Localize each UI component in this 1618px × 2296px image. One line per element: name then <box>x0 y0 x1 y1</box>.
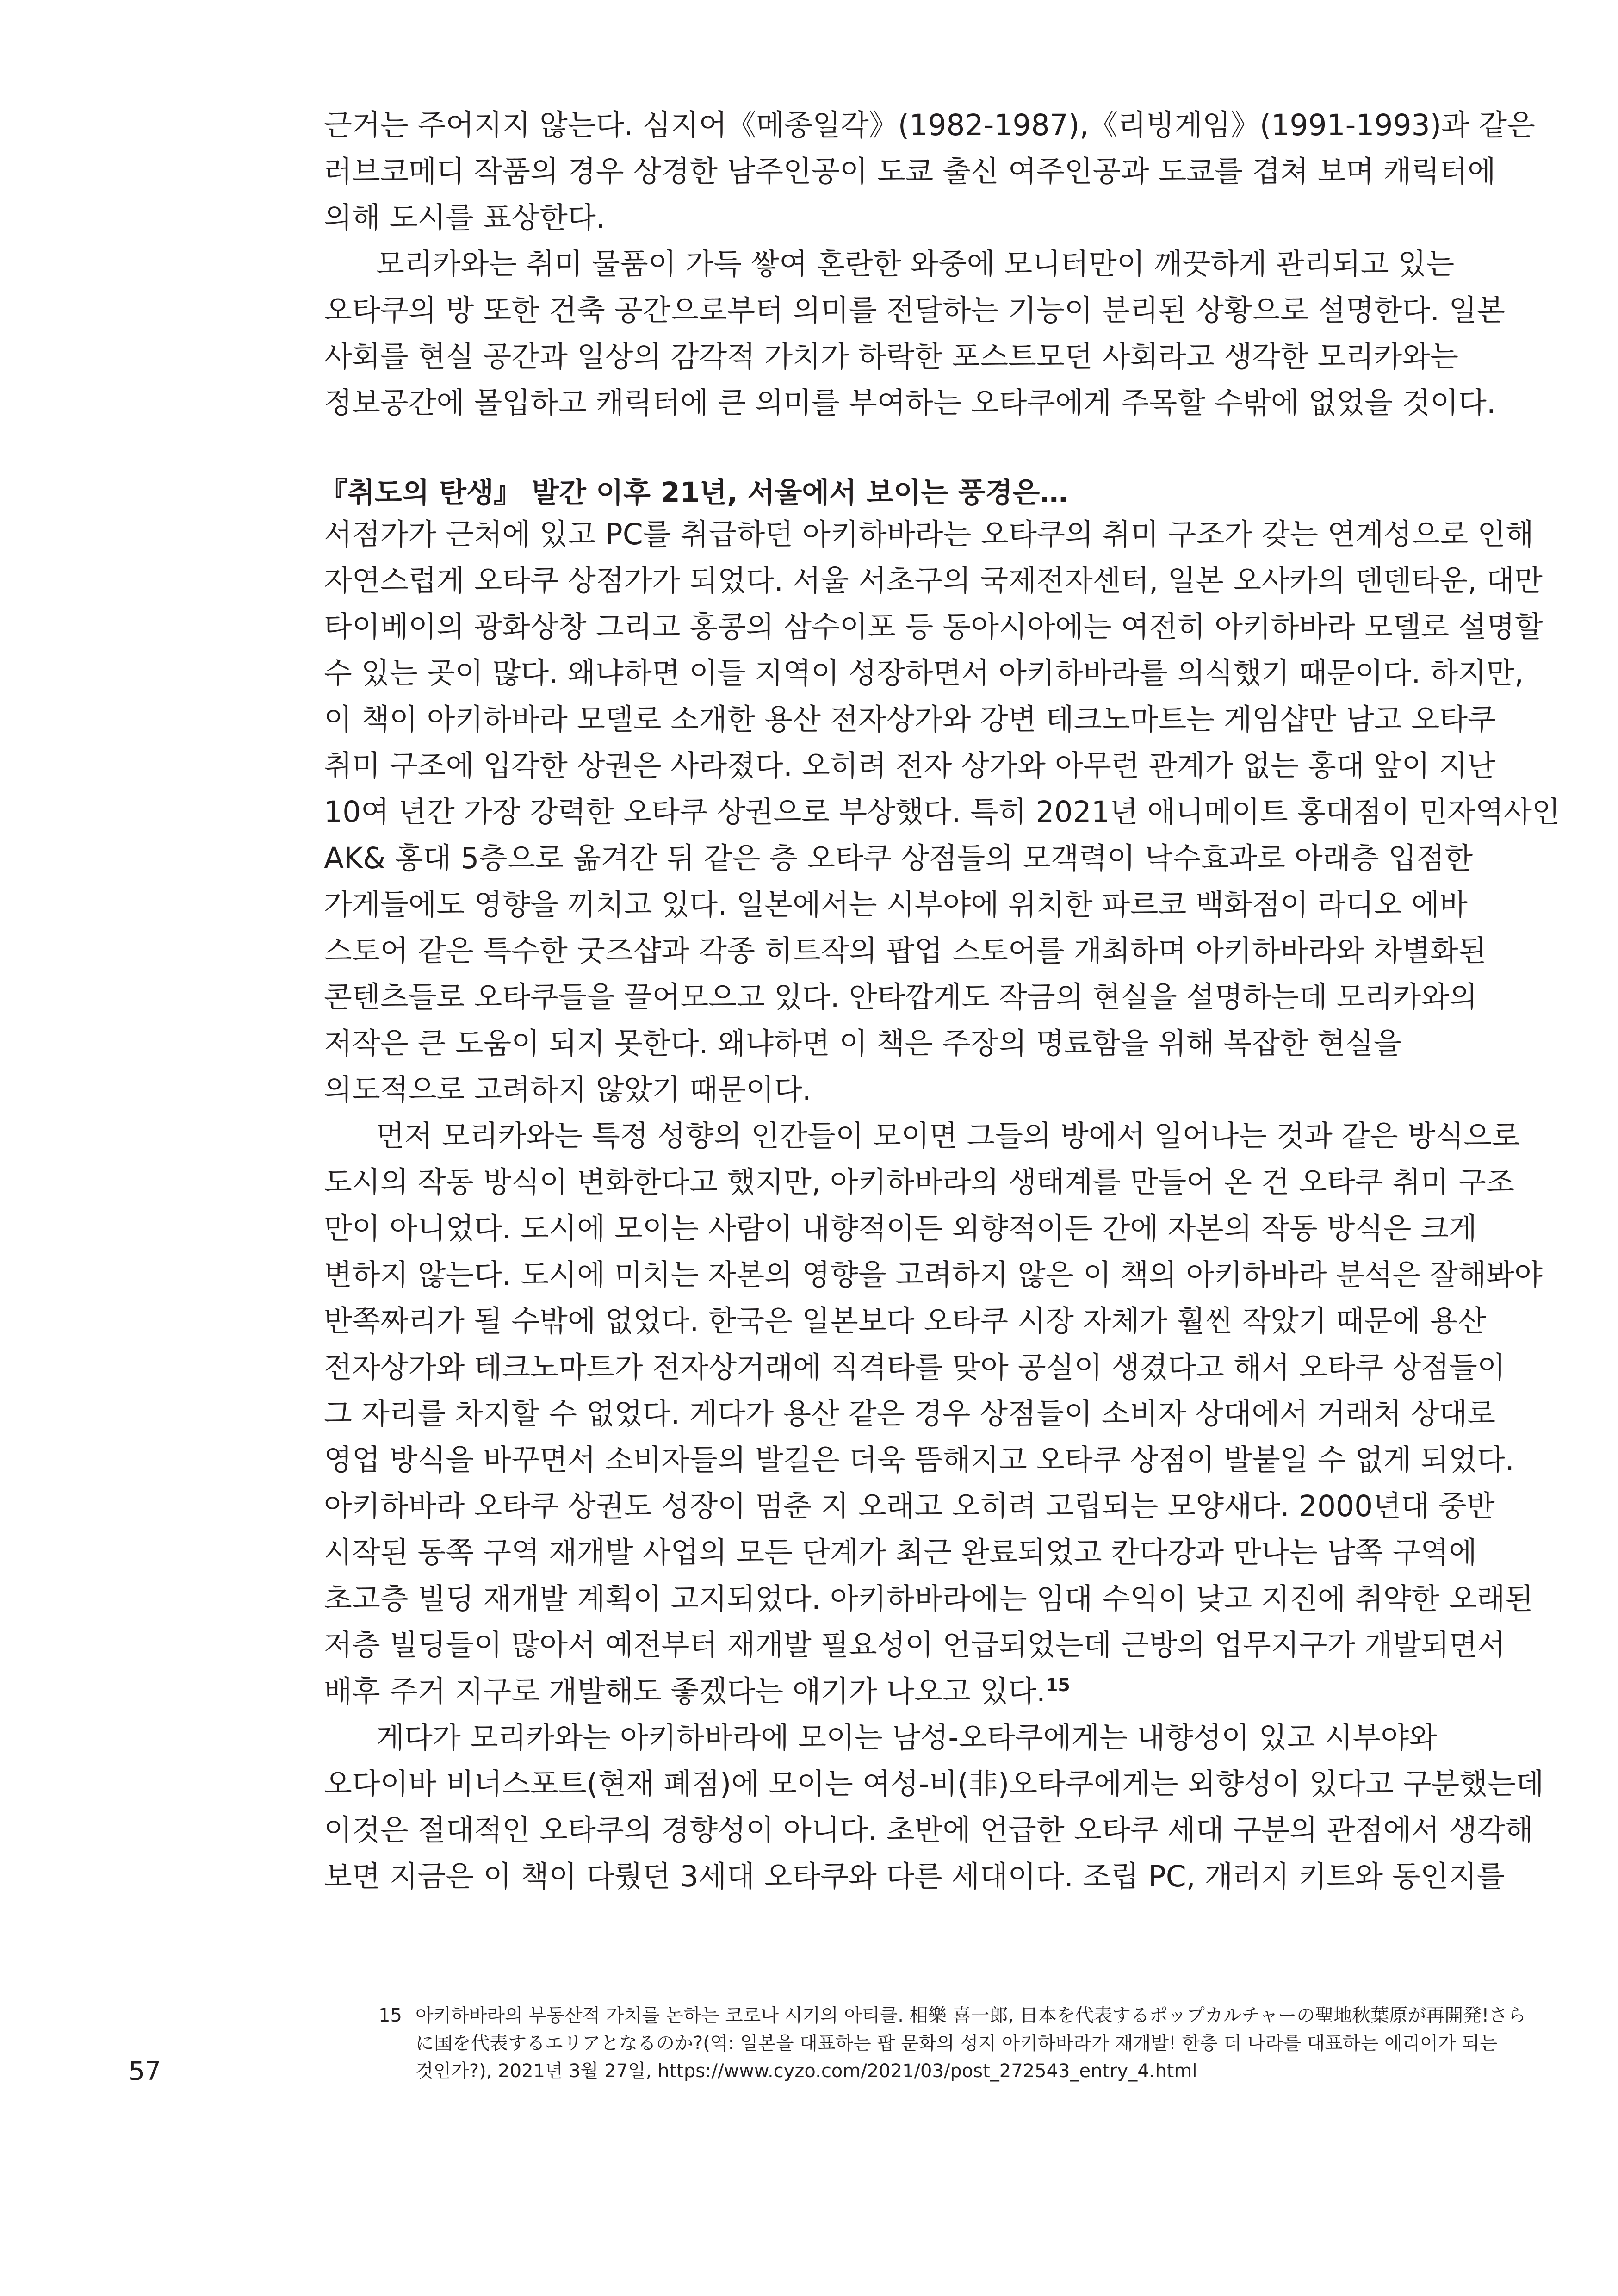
body-text-line: 저작은 큰 도움이 되지 못한다. 왜냐하면 이 책은 주장의 명료함을 위해 복잡한 현실을 <box>324 1027 1402 1060</box>
body-text-line: 취미 구조에 입각한 상권은 사라졌다. 오히려 전자 상가와 아무런 관계가 없는 홍대 앞이 지난 <box>324 749 1496 783</box>
body-text-line: 보면 지금은 이 책이 다뤘던 3세대 오타쿠와 다른 세대이다. 조립 PC, 개러지 키트와 동인지를 <box>324 1860 1505 1893</box>
body-text-line: 가게들에도 영향을 끼치고 있다. 일본에서는 시부야에 위치한 파르코 백화점이 라디오 에바 <box>324 888 1468 921</box>
body-text-line: 영업 방식을 바꾸면서 소비자들의 발길은 더욱 뜸해지고 오타쿠 상점이 발붙일 수 없게 되었다. <box>324 1443 1514 1477</box>
body-text-line: 이 책이 아키하바라 모델로 소개한 용산 전자상가와 강변 테크노마트는 게임샵만 남고 오타쿠 <box>324 703 1496 736</box>
body-text-line: 자연스럽게 오타쿠 상점가가 되었다. 서울 서초구의 국제전자센터, 일본 오사카의 덴덴타운, 대만 <box>324 564 1543 597</box>
body-text-line: 이것은 절대적인 오타쿠의 경향성이 아니다. 초반에 언급한 오타쿠 세대 구분의 관점에서 생각해 <box>324 1813 1533 1847</box>
body-text-line: 10여 년간 가장 강력한 오타쿠 상권으로 부상했다. 특히 2021년 애니메이트 홍대점이 민자역사인 <box>324 795 1560 829</box>
footnote-text-line: 아키하바라의 부동산적 가치를 논하는 코로나 시기의 아티클. 相樂 喜一郎, 日本を代表するポップカルチャーの聖地秋葉原が再開発!さら <box>415 2005 1526 2026</box>
body-text-line: 콘텐츠들로 오타쿠들을 끌어모으고 있다. 안타깝게도 작금의 현실을 설명하는데 모리카와의 <box>324 980 1477 1014</box>
body-text-line: AK& 홍대 5층으로 옮겨간 뒤 같은 층 오타쿠 상점들의 모객력이 낙수효과로 아래층 입점한 <box>324 841 1473 875</box>
body-text-line: 시작된 동쪽 구역 재개발 사업의 모든 단계가 최근 완료되었고 칸다강과 만나는 남쪽 구역에 <box>324 1536 1477 1569</box>
body-text-line <box>324 1671 1070 1712</box>
body-text-line: 전자상가와 테크노마트가 전자상거래에 직격타를 맞아 공실이 생겼다고 해서 오타쿠 상점들이 <box>324 1350 1506 1384</box>
body-text-line: 모리카와는 취미 물품이 가득 쌓여 혼란한 와중에 모니터만이 깨끗하게 관리되고 있는 <box>376 247 1455 281</box>
body-text-line: 아키하바라 오타쿠 상권도 성장이 멈춘 지 오래고 오히려 고립되는 모양새다. 2000년대 중반 <box>324 1489 1495 1523</box>
footnote-url-line[interactable]: 것인가?), 2021년 3월 27일, https://www.cyzo.com/2021/03/post_272543_entry_4.html <box>415 2060 1197 2082</box>
body-text-line: 의해 도시를 표상한다. <box>324 201 605 235</box>
footnote-text-line: に国を代表するエリアとなるのか?(역: 일본을 대표하는 팝 문화의 성지 아키하바라가 재개발! 한층 더 나라를 대표하는 에리어가 되는 <box>415 2033 1498 2054</box>
body-text-line: 만이 아니었다. 도시에 모이는 사람이 내향적이든 외향적이든 간에 자본의 작동 방식은 크게 <box>324 1212 1477 1245</box>
body-text-line: 러브코메디 작품의 경우 상경한 남주인공이 도쿄 출신 여주인공과 도쿄를 겹쳐 보며 캐릭터에 <box>324 155 1496 188</box>
body-text-line: 도시의 작동 방식이 변화한다고 했지만, 아키하바라의 생태계를 만들어 온 건 오타쿠 취미 구조 <box>324 1165 1514 1199</box>
footnote-reference[interactable]: 15 <box>1045 1675 1070 1695</box>
body-text-line: 저층 빌딩들이 많아서 예전부터 재개발 필요성이 언급되었는데 근방의 업무지구가 개발되면서 <box>324 1628 1506 1662</box>
body-text-line: 타이베이의 광화상창 그리고 홍콩의 삼수이포 등 동아시아에는 여전히 아키하바라 모델로 설명할 <box>324 610 1543 644</box>
body-text-line: 초고층 빌딩 재개발 계획이 고지되었다. 아키하바라에는 임대 수익이 낮고 지진에 취약한 오래된 <box>324 1582 1533 1616</box>
body-text-line: 수 있는 곳이 많다. 왜냐하면 이들 지역이 성장하면서 아키하바라를 의식했기 때문이다. 하지만, <box>324 656 1524 690</box>
body-text-line: 게다가 모리카와는 아키하바라에 모이는 남성-오타쿠에게는 내향성이 있고 시부야와 <box>376 1721 1437 1755</box>
body-text-line: 사회를 현실 공간과 일상의 감각적 가치가 하락한 포스트모던 사회라고 생각한 모리카와는 <box>324 340 1459 373</box>
body-text-line: 근거는 주어지지 않는다. 심지어《메종일각》(1982-1987),《리빙게임》(1991-1993)과 같은 <box>324 108 1535 142</box>
body-text-line: 그 자리를 차지할 수 없었다. 게다가 용산 같은 경우 상점들이 소비자 상대에서 거래처 상대로 <box>324 1397 1496 1431</box>
body-text-line: 변하지 않는다. 도시에 미치는 자본의 영향을 고려하지 않은 이 책의 아키하바라 분석은 잘해봐야 <box>324 1258 1543 1292</box>
body-text-line-content: 배후 주거 지구로 개발해도 좋겠다는 얘기가 나오고 있다. <box>324 1674 1046 1708</box>
body-text-line: 먼저 모리카와는 특정 성향의 인간들이 모이면 그들의 방에서 일어나는 것과 같은 방식으로 <box>376 1119 1520 1153</box>
body-text-line: 오타쿠의 방 또한 건축 공간으로부터 의미를 전달하는 기능이 분리된 상황으로 설명한다. 일본 <box>324 293 1505 327</box>
body-text-line: 스토어 같은 특수한 굿즈샵과 각종 히트작의 팝업 스토어를 개최하며 아키하바라와 차별화된 <box>324 934 1487 968</box>
body-text-line: 서점가가 근처에 있고 PC를 취급하던 아키하바라는 오타쿠의 취미 구조가 갖는 연계성으로 인해 <box>324 517 1534 551</box>
body-text-line: 의도적으로 고려하지 않았기 때문이다. <box>324 1073 812 1107</box>
body-text-line: 오다이바 비너스포트(현재 폐점)에 모이는 여성-비(非)오타쿠에게는 외향성이 있다고 구분했는데 <box>324 1767 1544 1801</box>
body-text-line: 정보공간에 몰입하고 캐릭터에 큰 의미를 부여하는 오타쿠에게 주목할 수밖에 없었을 것이다. <box>324 386 1496 420</box>
body-text-line: 반쪽짜리가 될 수밖에 없었다. 한국은 일본보다 오타쿠 시장 자체가 훨씬 작았기 때문에 용산 <box>324 1304 1487 1338</box>
page-number: 57 <box>129 2056 161 2086</box>
section-heading: 『취도의 탄생』 발간 이후 21년, 서울에서 보이는 풍경은… <box>319 476 1068 509</box>
footnote-number: 15 <box>378 2005 402 2026</box>
